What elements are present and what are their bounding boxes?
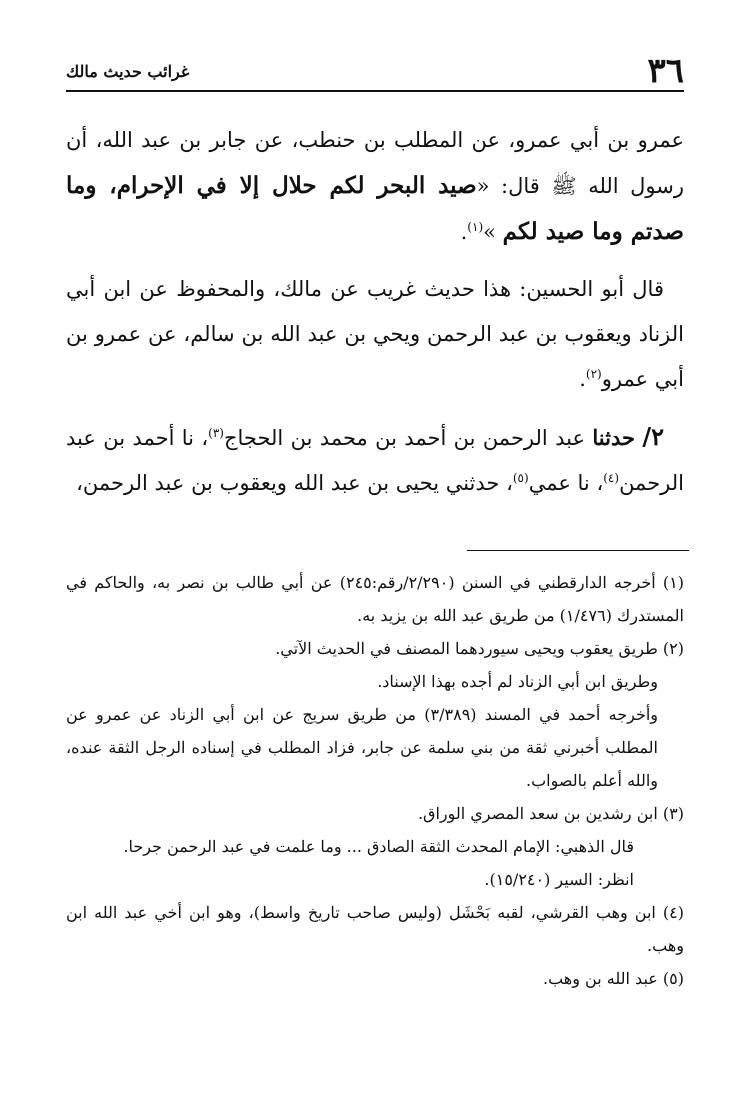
footnote-3-line-2: قال الذهبي: الإمام المحدث الثقة الصادق ... وما علمت في عبد الرحمن جرحا. bbox=[123, 837, 634, 856]
footnote-ref-4[interactable]: (٤) bbox=[603, 471, 620, 485]
p1-text: عمرو بن أبي عمرو، عن المطلب بن حنطب، عن جابر بن عبد الله، أن رسول الله ﷺ قال: « bbox=[66, 128, 684, 198]
footnote-ref-1[interactable]: (١) bbox=[467, 220, 484, 234]
p3-text-c: ، نا عمي bbox=[528, 471, 604, 495]
footnote-1: (١) أخرجه الدارقطني في السنن (٢/٢٩٠/رقم:٢٤٥) عن أبي طالب بن نصر به، والحاكم في المستدرك (١/٤٧٦) من طريق عبد الله بن يزيد به. bbox=[66, 573, 684, 625]
footnote-2: (٢) طريق يعقوب ويحيى سيوردهما المصنف في الحديث الآتي. bbox=[275, 639, 684, 658]
hadith-text: صيد البحر لكم حلال إلا في الإحرام، وما صدتم وما صيد لكم bbox=[66, 172, 684, 245]
page-number: ٣٦ bbox=[647, 51, 684, 91]
paragraph-1 bbox=[66, 118, 684, 255]
p2-period: . bbox=[579, 367, 586, 391]
footnote-4: (٤) ابن وهب القرشي، لقبه بَحْشَل (وليس صاحب تاريخ واسط)، وهو ابن أخي عبد الله ابن وهب. bbox=[66, 903, 684, 955]
footnote-3-line-3: انظر: السير (١٥/٢٤٠). bbox=[484, 870, 634, 889]
p1-close-quote: » bbox=[483, 220, 496, 244]
main-text bbox=[66, 118, 684, 518]
paragraph-3 bbox=[66, 414, 684, 506]
page-header bbox=[66, 52, 684, 92]
p2-text: قال أبو الحسين: هذا حديث غريب عن مالك، والمحفوظ عن ابن أبي الزناد ويعقوب بن عبد الرحمن ويحي بن عبد الله بن سالم، عن عمرو بن أبي عمرو bbox=[66, 277, 684, 391]
p3-text-a: عبد الرحمن بن أحمد بن محمد بن الحجاج bbox=[223, 426, 585, 450]
footnote-2-line-3: وأخرجه أحمد في المسند (٣/٣٨٩) من طريق سريج عن ابن أبي الزناد عن عمرو عن المطلب أخبرني ثقة من بني سلمة عن جابر، فزاد المطلب في إسناده الرجل الثقة عنده، والله أعلم بالصواب. bbox=[66, 705, 659, 790]
p1-period: . bbox=[460, 220, 468, 244]
footnote-5: (٥) عبد الله بن وهب. bbox=[543, 969, 684, 988]
footnote-ref-2[interactable]: (٢) bbox=[585, 367, 602, 381]
haddathana-word: حدثنا bbox=[592, 425, 635, 450]
running-title: غرائب حديث مالك bbox=[66, 62, 190, 81]
p3-text-b: ، نا أحمد بن عبد الرحمن bbox=[66, 426, 684, 495]
p3-text-d: ، حدثني يحيى بن عبد الله ويعقوب بن عبد الرحمن، bbox=[76, 471, 513, 495]
footnotes bbox=[66, 566, 684, 995]
footnote-ref-5[interactable]: (٥) bbox=[512, 471, 529, 485]
footnote-3: (٣) ابن رشدين بن سعد المصري الوراق. bbox=[417, 804, 684, 823]
footnote-separator bbox=[467, 550, 689, 551]
footnote-ref-3[interactable]: (٣) bbox=[208, 426, 224, 440]
hadith-number: ٢/ bbox=[642, 422, 664, 451]
footnote-2-line-2: وطريق ابن أبي الزناد لم أجده بهذا الإسناد. bbox=[377, 672, 658, 691]
paragraph-2 bbox=[66, 267, 684, 402]
